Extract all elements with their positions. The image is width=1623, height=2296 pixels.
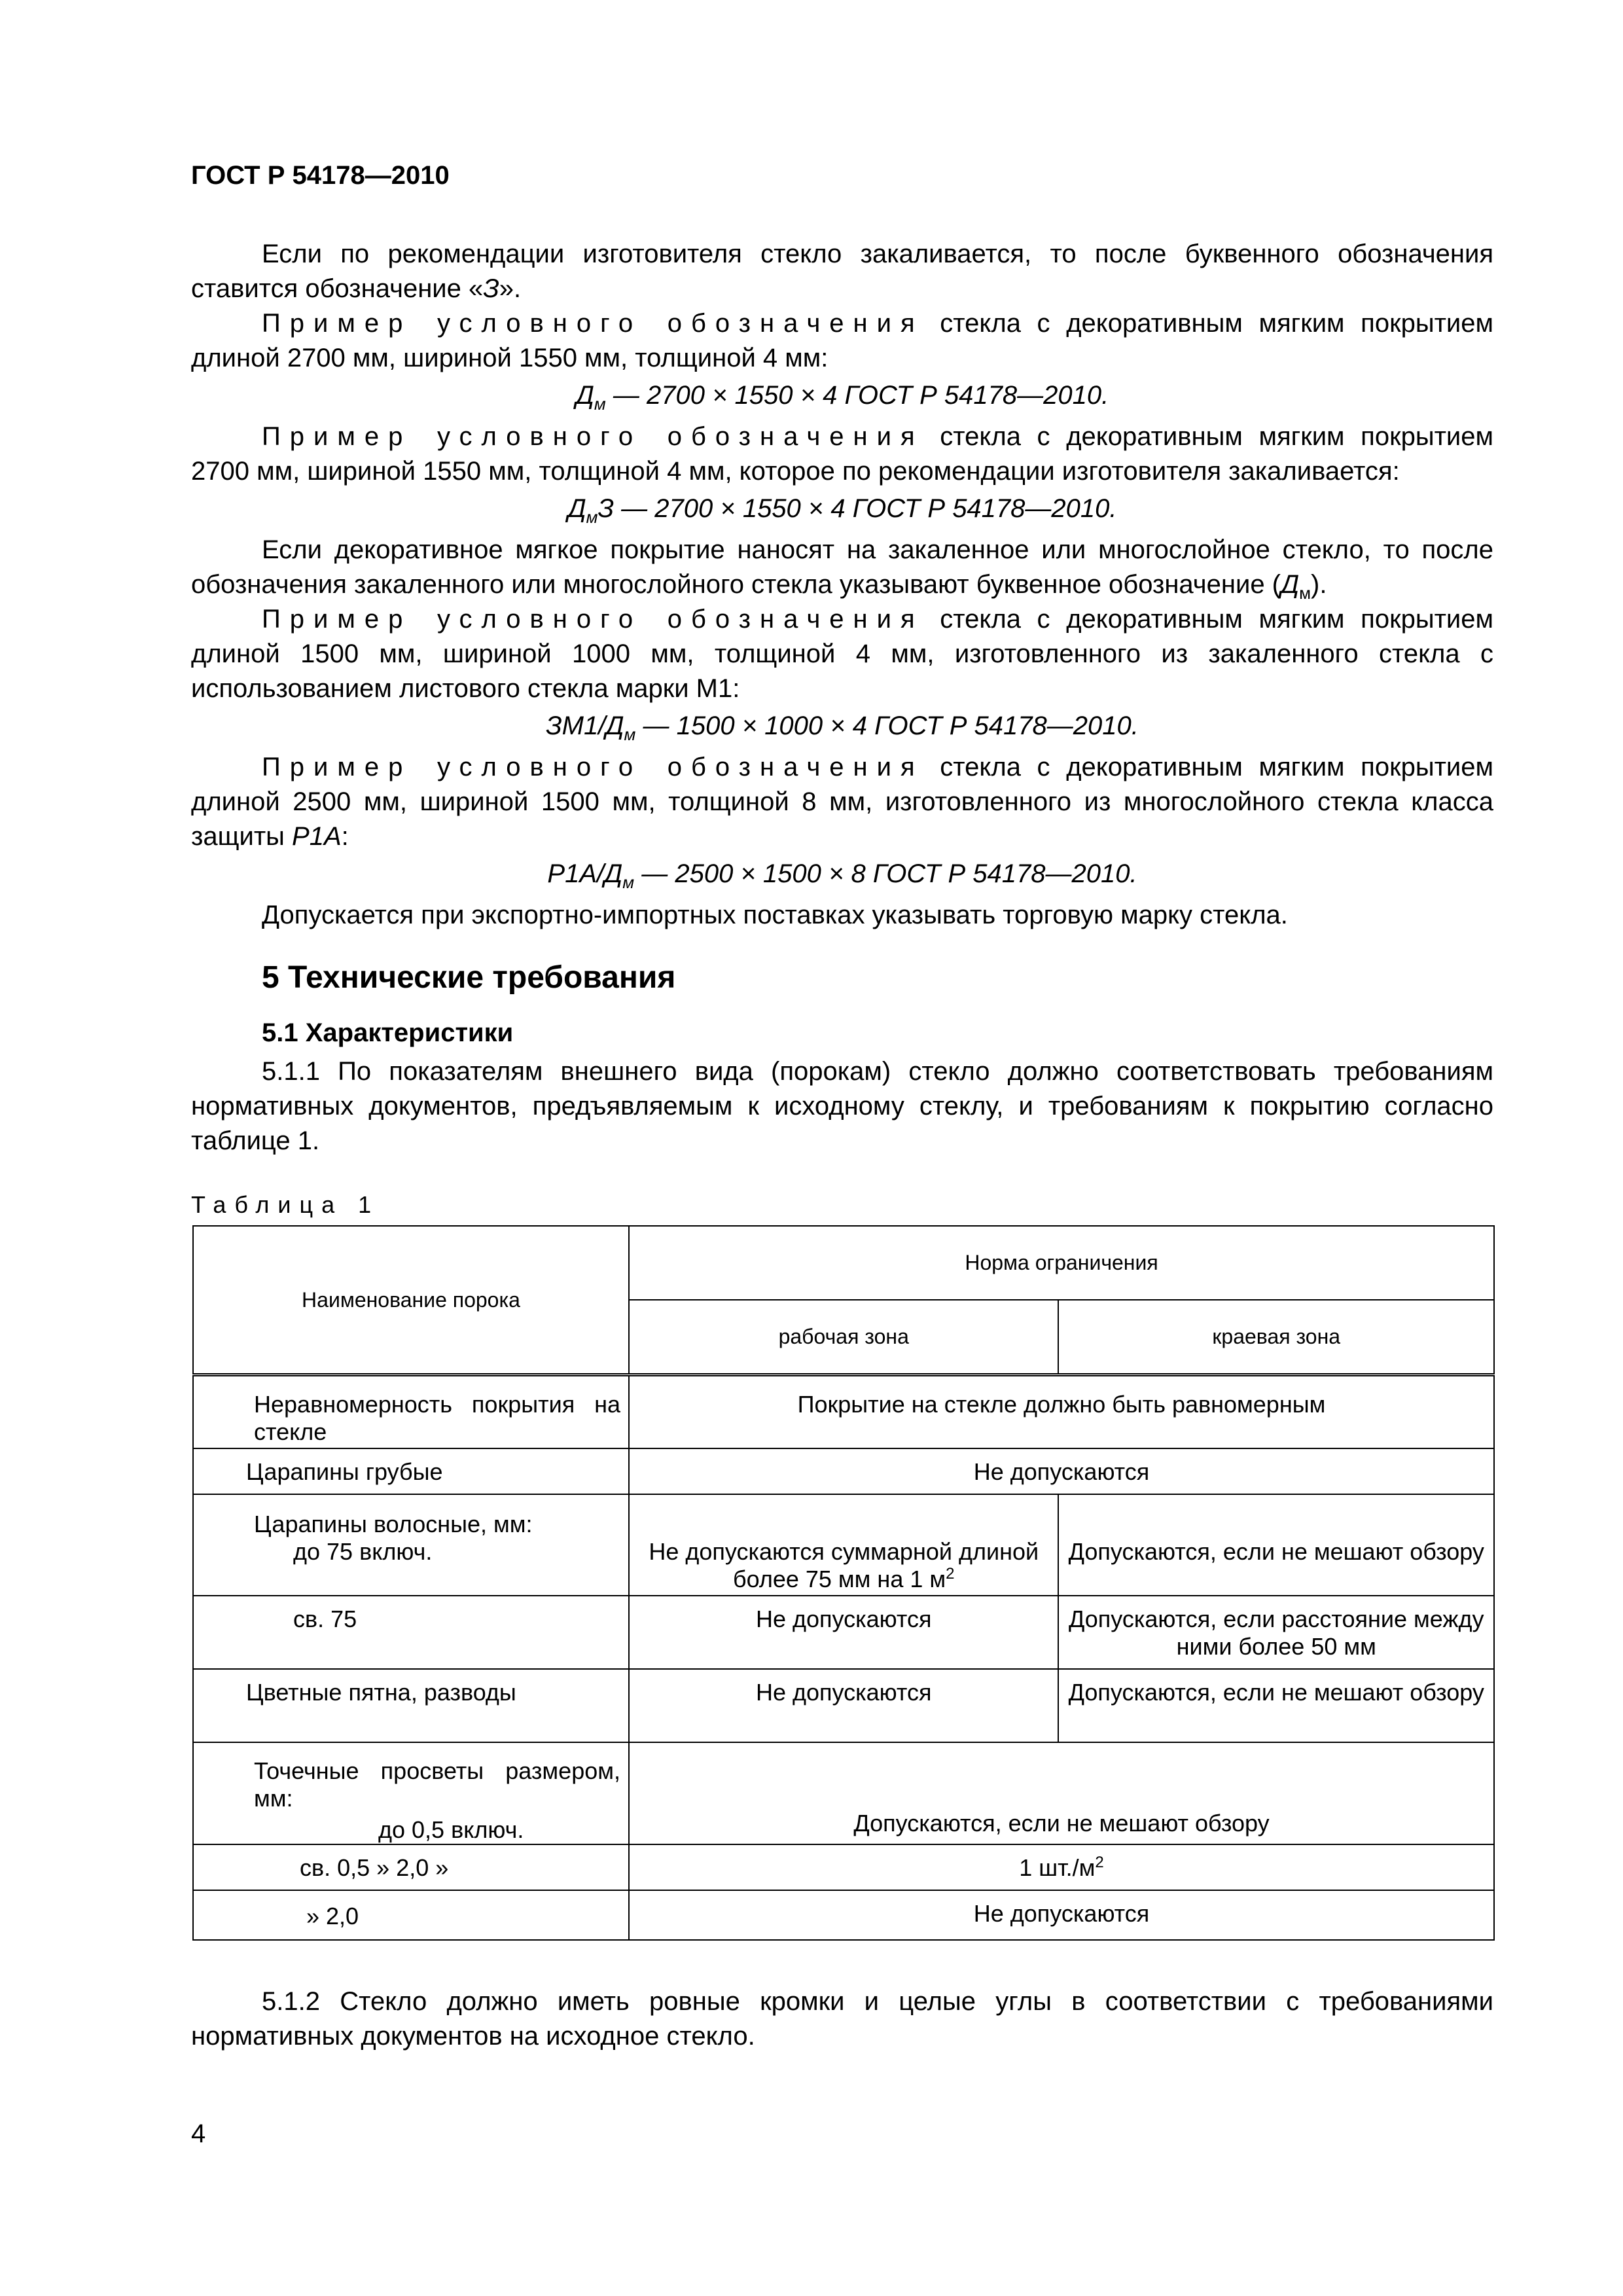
paragraph-laminated: Если декоративное мягкое покрытие наносят на закаленное или многослойное стекло, то после обозначения закаленного или многослойного стекла указывают буквенное обозначение $(Д_м)$. — [191, 535, 1493, 603]
example-3: Пример условного обозначения стекла с декоративным мягким покрытием длиной 1500 мм, шириной 1000 мм, толщиной 4 мм, изготовленного из закаленного стекла с использованием листового стекла марки М1: — [191, 605, 1493, 703]
table-cell: Цветные пятна, разводы — [193, 1669, 629, 1742]
table-cell: Не допускаются — [629, 1890, 1494, 1940]
example-2: Пример условного обозначения стекла с декоративным мягким покрытием 2700 мм, шириной 1550 мм, толщиной 4 мм, которое по рекомендации изготовителя закаливается: — [191, 422, 1493, 486]
table-cell: Не допускаются суммарной длиной более 75 мм на 1 $м^2$ — [629, 1494, 1058, 1596]
document-header: ГОСТ Р 54178—2010 — [191, 161, 450, 190]
table-row — [193, 1890, 1494, 1940]
table-cell: Неравномерность покрытия на стекле — [193, 1375, 629, 1448]
table-header-edge-zone: краевая зона — [1058, 1300, 1494, 1375]
table-row — [193, 1844, 1494, 1890]
section-title: 5 Технические требования — [262, 960, 676, 995]
example-label: Пример условного обозначения — [262, 309, 924, 338]
table-cell: Допускаются, если не мешают обзору — [1058, 1494, 1494, 1596]
example-label: Пример условного обозначения — [262, 605, 924, 634]
table-cell: Царапины грубые — [193, 1448, 629, 1494]
table-header-norm: Норма ограничения — [629, 1226, 1494, 1300]
formula-3: $ЗМ1/Д_м$ — 1500 × 1000 × 4 ГОСТ Р 54178—2010. — [546, 711, 1139, 744]
table-row — [193, 1742, 1494, 1844]
example-4: Пример условного обозначения стекла с декоративным мягким покрытием длиной 2500 мм, шириной 1500 мм, толщиной 8 мм, изготовленного из многослойного стекла класса защиты Р1А: — [191, 753, 1493, 851]
table-cell: Не допускаются — [629, 1596, 1058, 1669]
table-cell: » 2,0 — [193, 1890, 629, 1940]
paragraph-5-1-1: 5.1.1 По показателям внешнего вида (порокам) стекло должно соответствовать требованиям нормативных документов, предъявляемым к исходному стеклу, и требованиям к покрытию согласно таблице 1. — [191, 1057, 1493, 1155]
table-row — [193, 1448, 1494, 1494]
table-cell: Не допускаются — [629, 1669, 1058, 1742]
defects-table — [192, 1225, 1495, 1941]
paragraph-5-1-2: 5.1.2 Стекло должно иметь ровные кромки и целые углы в соответствии с требованиями нормативных документов на исходное стекло. — [191, 1987, 1493, 2051]
table-cell: 1 $шт./м^2$ — [629, 1844, 1494, 1890]
table-cell: Царапины волосные, мм: до 75 включ. — [193, 1494, 629, 1596]
example-1: Пример условного обозначения стекла с декоративным мягким покрытием длиной 2700 мм, шириной 1550 мм, толщиной 4 мм: — [191, 309, 1493, 372]
table-cell: Допускаются, если расстояние между ними более 50 мм — [1058, 1596, 1494, 1669]
page-number: 4 — [191, 2119, 206, 2148]
formula-4: $Р1А/Д_м$ — 2500 × 1500 × 8 ГОСТ Р 54178—2010. — [547, 859, 1137, 892]
example-label: Пример условного обозначения — [262, 753, 924, 781]
table-row — [193, 1375, 1494, 1448]
table-cell: Допускаются, если не мешают обзору — [629, 1742, 1494, 1844]
table-cell: Точечные просветы размером, мм: до 0,5 включ. — [193, 1742, 629, 1844]
paragraph-export: Допускается при экспортно-импортных поставках указывать торговую марку стекла. — [262, 901, 1288, 929]
table-header-work-zone: рабочая зона — [629, 1300, 1058, 1375]
body-text — [191, 237, 1493, 1158]
subsection-title: 5.1 Характеристики — [262, 1018, 514, 1047]
table-row — [193, 1596, 1494, 1669]
example-label: Пример условного обозначения — [262, 422, 924, 451]
table-cell: св. 75 — [193, 1596, 629, 1669]
table-cell: Покрытие на стекле должно быть равномерным — [629, 1375, 1494, 1448]
paragraph-5-1-2-container — [191, 1984, 1493, 2054]
table-cell: св. 0,5 » 2,0 » — [193, 1844, 629, 1890]
table-row — [193, 1669, 1494, 1742]
table-cell: Допускаются, если не мешают обзору — [1058, 1669, 1494, 1742]
table-title: Таблица 1 — [191, 1191, 380, 1218]
table-cell: Не допускаются — [629, 1448, 1494, 1494]
formula-2: $Д_мЗ$ — 2700 × 1550 × 4 ГОСТ Р 54178—2010. — [567, 494, 1117, 527]
table-row — [193, 1494, 1494, 1596]
paragraph-hardening: Если по рекомендации изготовителя стекло закаливается, то после буквенного обозначения ставится обозначение «З». — [191, 240, 1493, 303]
table-header-name: Наименование порока — [193, 1226, 629, 1375]
formula-1: $Д_м$ — 2700 × 1550 × 4 ГОСТ Р 54178—2010. — [575, 381, 1109, 414]
